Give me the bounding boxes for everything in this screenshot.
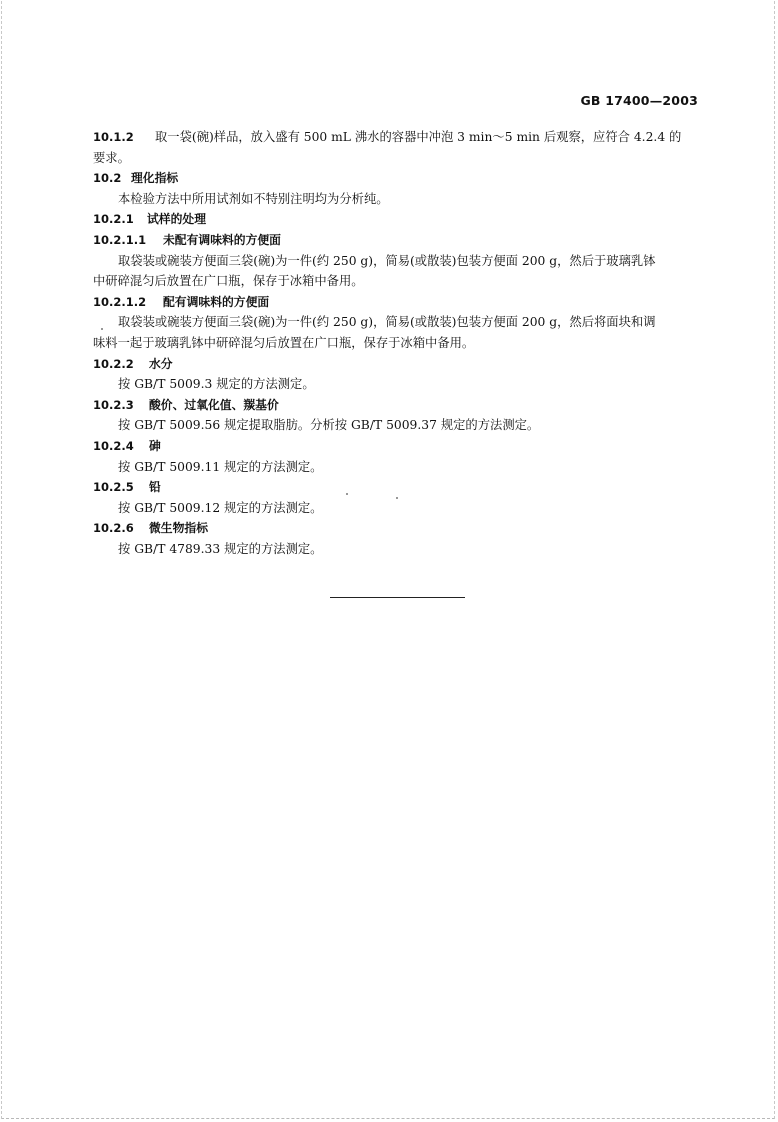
heading-number: 10.2.4 [93,438,134,453]
heading-number: 10.2.1.1 [93,232,147,247]
scan-speck [101,328,103,330]
heading-10-2-3 [93,395,705,416]
clause-text: 取一袋(碗)样品，放入盛有 500 mL 沸水的容器中冲泡 3 min～5 min 后观察，应符合 4.2.4 的 [155,130,682,144]
heading-10-2-1 [93,209,705,230]
scan-speck [346,493,348,495]
heading-number: 10.2.2 [93,356,134,371]
heading-number: 10.2.6 [93,521,134,536]
heading-10-2-1-2 [93,292,705,313]
heading-number: 10.2.1 [93,212,134,227]
heading-number: 10.2.3 [93,397,134,412]
paragraph: 按 GB/T 5009.3 规定的方法测定。 [118,377,315,392]
heading-title: 铅 [149,480,161,495]
scan-speck [396,497,398,499]
heading-title: 酸价、过氧化值、羰基价 [149,397,279,412]
heading-10-2-2 [93,354,705,375]
heading-number: 10.2.5 [93,480,134,495]
heading-title: 配有调味料的方便面 [163,294,270,309]
heading-10-2-6 [93,518,705,539]
heading-title: 未配有调味料的方便面 [163,232,281,247]
heading-title: 试样的处理 [147,212,206,227]
clause-10-1-2 [93,127,705,148]
heading-10-2-5 [93,477,705,498]
paragraph: 按 GB/T 5009.56 规定提取脂肪。分析按 GB/T 5009.37 规定的方法测定。 [118,418,540,433]
heading-10-2-4 [93,436,705,457]
standard-number: GB 17400—2003 [580,93,698,108]
heading-number: 10.2.1.2 [93,294,147,309]
heading-number: 10.2 [93,171,122,186]
heading-title: 水分 [149,356,173,371]
clause-continuation: 要求。 [93,150,130,165]
paragraph: 本检验方法中所用试剂如不特别注明均为分析纯。 [118,191,389,206]
heading-title: 砷 [149,438,161,453]
heading-title: 微生物指标 [149,521,208,536]
paragraph: 取袋装或碗装方便面三袋(碗)为一件(约 250 g)，简易(或散装)包装方便面 200 g，然后于玻璃乳钵 [118,253,656,268]
heading-10-2-1-1 [93,230,705,251]
paragraph: 按 GB/T 5009.12 规定的方法测定。 [118,500,323,515]
heading-title: 理化指标 [131,171,179,186]
clause-number: 10.1.2 [93,130,134,144]
paragraph-continuation: 中研碎混匀后放置在广口瓶，保存于冰箱中备用。 [93,274,364,289]
paragraph: 按 GB/T 5009.11 规定的方法测定。 [118,459,323,474]
paragraph: 按 GB/T 4789.33 规定的方法测定。 [118,541,323,556]
paragraph: 取袋装或碗装方便面三袋(碗)为一件(约 250 g)，简易(或散装)包装方便面 200 g，然后将面块和调 [118,315,656,330]
paragraph-continuation: 味料一起于玻璃乳钵中研碎混匀后放置在广口瓶，保存于冰箱中备用。 [93,335,475,350]
end-of-document-rule [330,597,465,598]
document-body [93,127,705,559]
heading-10-2 [93,168,705,189]
